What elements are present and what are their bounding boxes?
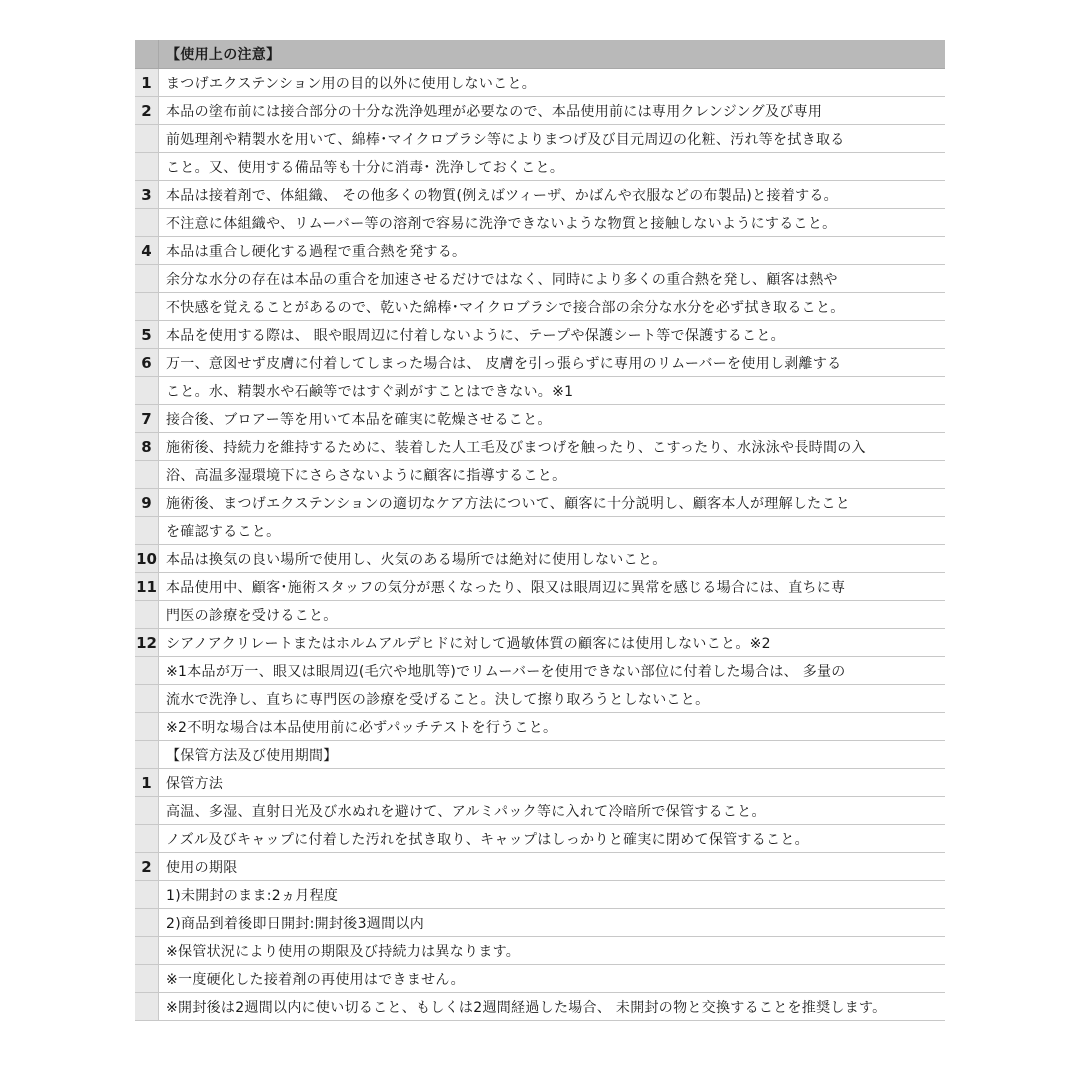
row-number (135, 125, 159, 152)
row-text: ※1本品が万一、眼又は眼周辺(毛穴や地肌等)でリムーバーを使用できない部位に付着した場合は、 多量の (166, 663, 846, 680)
row-number (135, 937, 159, 964)
row-number: 8 (135, 433, 159, 460)
row-text: 接合後、ブロアー等を用いて本品を確実に乾燥させること。 (166, 411, 552, 428)
table-row (135, 629, 945, 657)
table-row (135, 405, 945, 433)
row-number: 2 (135, 97, 159, 124)
table-row (135, 489, 945, 517)
row-text: を確認すること。 (166, 523, 281, 540)
table-row (135, 713, 945, 741)
row-text: ※一度硬化した接着剤の再使用はできません。 (166, 971, 465, 988)
table-row (135, 797, 945, 825)
row-text: まつげエクステンション用の目的以外に使用しないこと。 (166, 75, 537, 92)
row-number: 1 (135, 69, 159, 96)
row-text: 不快感を覚えることがあるので、乾いた綿棒･マイクロブラシで接合部の余分な水分を必ず拭き取ること。 (166, 299, 845, 316)
table-row (135, 965, 945, 993)
table-row (135, 461, 945, 489)
row-text: 本品は換気の良い場所で使用し、火気のある場所では絶対に使用しないこと。 (166, 551, 667, 568)
row-number (135, 685, 159, 712)
row-text: 流水で洗浄し、直ちに専門医の診療を受げること。決して擦り取ろうとしないこと。 (166, 691, 710, 708)
table-row (135, 545, 945, 573)
row-text: こと。又、使用する備品等も十分に消毒･ 洗浄しておくこと。 (166, 159, 565, 176)
row-text: シアノアクリレートまたはホルムアルデヒドに対して過敏体質の顧客には使用しないこと。※2 (166, 635, 771, 652)
table-row (135, 293, 945, 321)
row-number: 1 (135, 769, 159, 796)
table-row (135, 237, 945, 265)
row-number: 7 (135, 405, 159, 432)
table-row (135, 69, 945, 97)
table-row (135, 573, 945, 601)
row-text: 施術後、まつげエクステンションの適切なケア方法について、顧客に十分説明し、顧客本人が理解したこと (166, 495, 851, 512)
row-text: ※開封後は2週間以内に使い切ること、もしくは2週間経過した場合、 未開封の物と交換することを推奨します。 (166, 999, 887, 1016)
row-number: 5 (135, 321, 159, 348)
row-number: 2 (135, 853, 159, 880)
instruction-sheet (135, 40, 945, 1021)
row-number (135, 153, 159, 180)
table-row (135, 97, 945, 125)
row-number: 10 (135, 545, 159, 572)
row-text: 2)商品到着後即日開封:開封後3週間以内 (166, 915, 424, 932)
row-text: 万一、意図せず皮膚に付着してしまった場合は、 皮膚を引っ張らずに専用のリムーバーを使用し剥離する (166, 355, 842, 372)
table-row (135, 881, 945, 909)
row-text: 【保管方法及び使用期間】 (166, 747, 338, 764)
row-text: 余分な水分の存在は本品の重合を加速させるだけではなく、同時により多くの重合熱を発し、顧客は熱や (166, 271, 838, 288)
row-text: 本品は接着剤で、体組織、 その他多くの物質(例えばツィーザ、かばんや衣服などの布製品)と接着する。 (166, 187, 838, 204)
row-text: 前処理剤や精製水を用いて、綿棒･マイクロブラシ等によりまつげ及び目元周辺の化粧、汚れ等を拭き取る (166, 131, 845, 148)
table-row (135, 937, 945, 965)
table-row (135, 601, 945, 629)
table-row (135, 517, 945, 545)
table-row (135, 909, 945, 937)
row-text: 1)未開封のまま:2ヵ月程度 (166, 887, 339, 904)
row-number: 9 (135, 489, 159, 516)
row-number (135, 293, 159, 320)
row-text: 本品は重合し硬化する過程で重合熱を発する。 (166, 243, 467, 260)
table-row (135, 685, 945, 713)
row-text: 本品を使用する際は、 眼や眼周辺に付着しないように、テープや保護シート等で保護すること。 (166, 327, 785, 344)
row-text: 保管方法 (166, 775, 224, 792)
row-number: 3 (135, 181, 159, 208)
row-number (135, 881, 159, 908)
row-number (135, 713, 159, 740)
rows-container (135, 69, 945, 1021)
row-number (135, 517, 159, 544)
row-number (135, 741, 159, 768)
row-number: 6 (135, 349, 159, 376)
row-number (135, 657, 159, 684)
table-row (135, 153, 945, 181)
table-row (135, 349, 945, 377)
row-number: 12 (135, 629, 159, 656)
table-row (135, 181, 945, 209)
row-text: 門医の診療を受けること。 (166, 607, 338, 624)
table-row (135, 321, 945, 349)
row-text: 本品の塗布前には接合部分の十分な洗浄処理が必要なので、本品使用前には専用クレンジング及び専用 (166, 103, 823, 120)
row-text: こと。水、精製水や石鹸等ではすぐ剥がすことはできない。※1 (166, 383, 574, 400)
table-row (135, 993, 945, 1021)
table-row (135, 657, 945, 685)
row-number (135, 601, 159, 628)
table-row (135, 741, 945, 769)
row-number (135, 965, 159, 992)
row-number (135, 993, 159, 1020)
row-text: ノズル及びキャップに付着した汚れを拭き取り、キャップはしっかりと確実に閉めて保管すること。 (166, 831, 809, 848)
row-number (135, 461, 159, 488)
row-text: 浴、高温多湿環境下にさらさないように顧客に指導すること。 (166, 467, 567, 484)
table-row (135, 433, 945, 461)
table-row (135, 825, 945, 853)
row-text: ※2不明な場合は本品使用前に必ずパッチテストを行うこと。 (166, 719, 558, 736)
table-row (135, 125, 945, 153)
row-text: 使用の期限 (166, 859, 238, 876)
row-number (135, 377, 159, 404)
row-number (135, 265, 159, 292)
header-row (135, 40, 945, 69)
row-number: 4 (135, 237, 159, 264)
row-text: 高温、多湿、直射日光及び水ぬれを避けて、アルミパック等に入れて冷暗所で保管すること。 (166, 803, 766, 820)
row-number: 11 (135, 573, 159, 600)
row-text: 不注意に体組織や、リムーバー等の溶剤で容易に洗浄できないような物質と接触しないようにすること。 (166, 215, 837, 232)
section-title: 【使用上の注意】 (166, 47, 281, 63)
table-row (135, 265, 945, 293)
row-number (135, 825, 159, 852)
table-row (135, 853, 945, 881)
row-text: 本品使用中、顧客･施術スタッフの気分が悪くなったり、限又は眼周辺に異常を感じる場合には、直ちに専 (166, 579, 846, 596)
row-number (135, 209, 159, 236)
row-text: 施術後、持続力を維持するために、装着した人工毛及びまつげを触ったり、こすったり、水泳泳や長時間の入 (166, 439, 866, 456)
row-text: ※保管状況により使用の期限及び持続力は異なります。 (166, 943, 521, 960)
row-number (135, 797, 159, 824)
table-row (135, 769, 945, 797)
header-number-cell (135, 40, 159, 68)
row-number (135, 909, 159, 936)
table-row (135, 209, 945, 237)
table-row (135, 377, 945, 405)
